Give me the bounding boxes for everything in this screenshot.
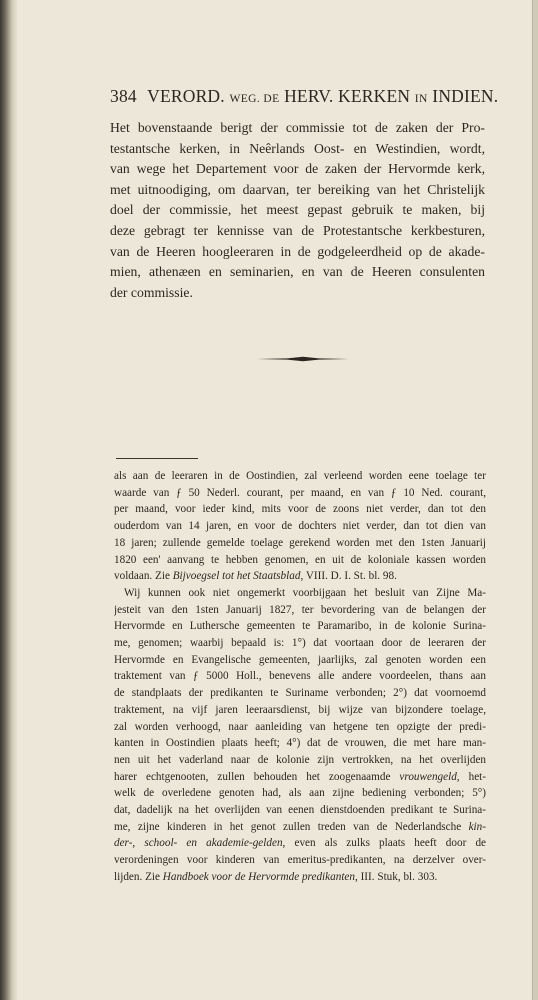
footnote-line: dat, dadelijk na het overlijden van eenen dienstdoenden predikant te Surina- xyxy=(114,804,486,817)
footnote-line: traktement, na vijf jaren leeraarsdienst, bij wijze van bijzondere toelage, xyxy=(114,703,486,716)
footnote-line xyxy=(114,568,486,585)
footnote-line xyxy=(114,835,486,852)
footnote-line: als aan de leeraren in de Oostindien, zal verleend worden eene toelage ter xyxy=(114,470,486,482)
footnote-line xyxy=(114,769,486,786)
footnote-line: waarde van ƒ 50 Nederl. courant, per maand, en van ƒ 10 Ned. courant, xyxy=(114,486,486,499)
footnote-line: Wij kunnen ook niet ongemerkt voorbijgaan het besluit van Zijne Ma- xyxy=(124,586,486,599)
italic-term: vrouwengeld xyxy=(399,770,457,783)
main-paragraph xyxy=(110,118,485,303)
footnotes xyxy=(114,468,486,886)
text-segment: me, zijne kinderen in het genot zullen treden van de Nederlandsche xyxy=(114,820,469,833)
page-number: 384 xyxy=(110,86,137,106)
footnote-line xyxy=(114,869,486,886)
text-line: deze gebragt ter kennisse van de Protestantsche kerkbesturen, xyxy=(110,222,485,238)
footnote-line: kanten in Oostindien plaats heeft; 4°) dat de vrouwen, die met hare man- xyxy=(114,737,486,750)
ornamental-rule xyxy=(257,356,349,362)
footnote-line: traktement van ƒ 5000 Holl., benevens alle andere voordeelen, thans aan xyxy=(114,670,486,683)
footnote-line xyxy=(114,819,486,836)
text-segment: voldaan. Zie xyxy=(114,570,173,583)
footnote-line: zal worden verhoogd, naar aanleiding van hetgene ten opzigte der predi- xyxy=(114,720,486,733)
footnote-separator xyxy=(116,458,198,459)
page-binding-shadow xyxy=(0,0,18,1000)
text-segment: , even als zulks plaats heeft door de xyxy=(282,837,486,850)
text-line: doel der commissie, het meest gepast gebruik te maken, bij xyxy=(110,202,485,218)
text-line: met uitnoodiging, om daarvan, ter bereiking van het Christelijk xyxy=(110,181,485,197)
text-line: Het bovenstaande berigt der commissie tot de zaken der Pro- xyxy=(110,120,485,135)
footnote-line: de standplaats der predikanten te Suriname verbonden; 2°) dat voornoemd xyxy=(114,687,486,700)
header-title-part: HERV. KERKEN xyxy=(284,86,411,106)
footnote-line: me, genomen; waarbij bepaald is: 1°) dat voortaan door de leeraren der xyxy=(114,637,486,650)
text-line: testantsche kerken, in Neêrlands Oost- en Westindien, wordt, xyxy=(110,140,485,156)
header-title-part: INDIEN. xyxy=(432,86,499,106)
text-line: der commissie. xyxy=(110,284,193,300)
italic-reference: Handboek voor de Hervormde predikanten xyxy=(162,870,355,883)
footnote-line: nen uit het vaderland naar de kolonie zijn vertrokken, na het overlijden xyxy=(114,753,486,766)
footnote-line: verordeningen voor kinderen van emeritus-predikanten, na derzelver over- xyxy=(114,854,486,867)
header-title-part: WEG. DE xyxy=(229,93,280,105)
header-title-part: VERORD. xyxy=(147,86,225,106)
italic-term: der-, school- en akademie-gelden xyxy=(114,837,283,850)
text-line: mien, athenæen en seminarien, en van de Heeren consulenten xyxy=(110,264,485,280)
header-title-part: IN xyxy=(414,93,428,105)
text-segment: , het- xyxy=(456,770,486,783)
text-segment: , III. Stuk, bl. 303. xyxy=(354,870,438,883)
running-header xyxy=(110,86,499,107)
footnote-line: per maand, voor ieder kind, mits voor de zoons niet verder, dan tot den xyxy=(114,503,486,516)
italic-reference: Bijvoegsel tot het Staatsblad xyxy=(172,570,301,583)
text-line: van de Heeren hoogleeraren in de godgeleerdheid op de akade- xyxy=(110,243,485,259)
footnote-line: 1820 een' aanvang te hebben genomen, en uit de koloniale kassen worden xyxy=(114,553,486,566)
text-segment: , VIII. D. I. St. bl. 98. xyxy=(300,570,397,583)
italic-term: kin- xyxy=(468,820,486,833)
footnote-line: ouderdom van 14 jaren, en voor de dochters niet verder, dan tot dien van xyxy=(114,520,486,533)
footnote-line: jesteit van den 1sten Januarij 1827, ter bevordering van de belangen der xyxy=(114,603,486,616)
footnote-line: Hervormde en Luthersche gemeenten te Paramaribo, in de kolonie Surina- xyxy=(114,620,486,633)
text-line: van wege het Departement voor de zaken der Hervormde kerk, xyxy=(110,161,485,177)
footnote-line: welk de overledene genoten had, als aan zijne bediening verbonden; 5°) xyxy=(114,787,486,800)
footnote-line: Hervormde en Evangelische gemeenten, jaarlijks, zal genoten worden een xyxy=(114,653,486,666)
footnote-line: 18 jaren; zullende gemelde toelage gerekend worden met den 1sten Januarij xyxy=(114,536,486,549)
text-segment: harer echtgenooten, zullen behouden het zoogenaamde xyxy=(114,770,400,783)
text-segment: lijden. Zie xyxy=(114,870,163,883)
